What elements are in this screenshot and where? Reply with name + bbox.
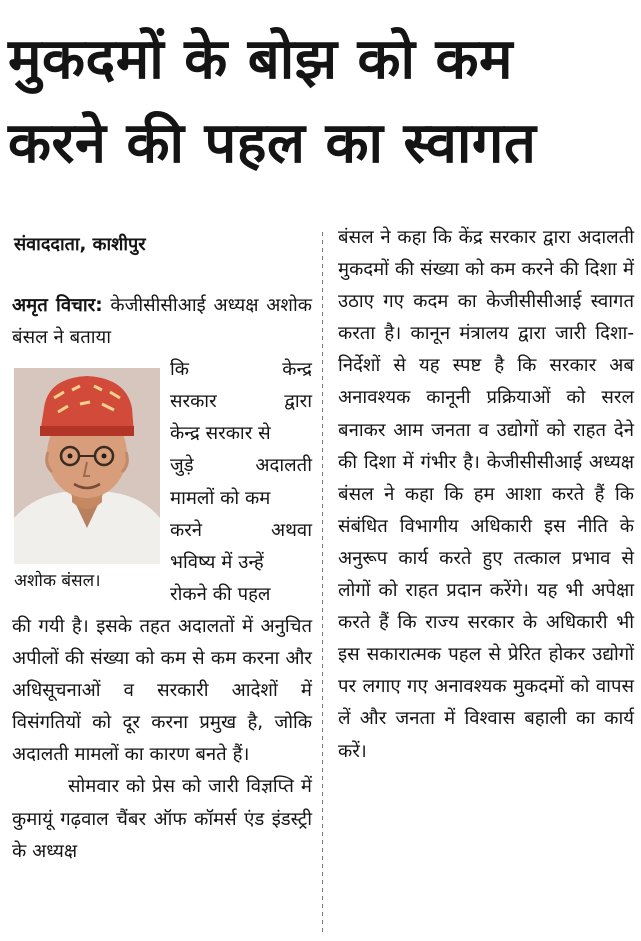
lead-paragraph: [12, 290, 312, 354]
body-paragraph-2: सोमवार को प्रेस को जारी विज्ञप्ति में कुमायूं गढ़वाल चैंबर ऑफ कॉमर्स एंड इंडस्ट्री के अध्यक्ष: [12, 776, 312, 862]
wrap-line: मामलों को कम: [170, 487, 271, 509]
photo-caption: अशोक बंसल।: [14, 571, 101, 591]
headline-line-1: मुकदमों के बोझ को कम: [8, 27, 514, 92]
wrap-line: रोकने की पहल: [170, 583, 271, 605]
dateline: संवाददाता, काशीपुर: [14, 234, 146, 255]
lead-text: केजीसीसीआई अध्यक्ष अशोक बंसल ने बताया: [12, 295, 312, 349]
wrap-line: सरकार द्वारा: [170, 391, 312, 413]
column-divider: [322, 232, 323, 932]
source-tag: अमृत विचार:: [12, 295, 103, 316]
wrap-line: कि केन्द्र: [170, 359, 312, 381]
right-column-text: बंसल ने कहा कि केंद्र सरकार द्वारा अदालती मुकदमों की संख्या को कम करने की दिशा में उठाए गए कदम का केजीसीसीआई स्वागत करता है। कानून मंत्रालय द्वारा जारी दिशा-निर्देशों से यह स्पष्ट है कि सरकार अब अनावश्यक कानूनी प्रक्रियाओं को सरल बनाकर आम जनता व उद्योगों को राहत देने की दिशा में गंभीर है। केजीसीसीआई अध्यक्ष बंसल ने कहा कि हम आशा करते हैं कि संबंधित विभागीय अधिकारी इस नीति के अनुरूप कार्य करते हुए तत्काल प्रभाव से लोगों को राहत प्रदान करेंगे। यह भी अपेक्षा करते हैं कि राज्य सरकार के अधिकारी भी इस सकारात्मक पहल से प्रेरित होकर उद्योगों पर लगाए गए अनावश्यक मुकदमों को वापस लें और जनता में विश्वास बहाली का कार्य करें।: [338, 227, 634, 762]
body-paragraph-1: की गयी है। इसके तहत अदालतों में अनुचित अपीलों की संख्या को कम से कम करना और अधिसूचनाओं व सरकारी आदेशों में विसंगतियों को दूर करना प्रमुख है, जोकि अदालती मामलों का कारण बनते हैं।: [12, 615, 312, 766]
wrap-line: केन्द्र सरकार से: [170, 423, 271, 445]
portrait-photo: [14, 368, 160, 564]
wrap-line: जुड़े अदालती: [170, 455, 312, 477]
headline: [8, 18, 633, 186]
wrap-line: करने अथवा: [170, 519, 312, 541]
wrap-line: भविष्य में उन्हें: [170, 551, 264, 573]
person-portrait-icon: [14, 368, 160, 564]
right-column: [338, 222, 634, 768]
headline-line-2: करने की पहल का स्वागत: [8, 111, 537, 176]
